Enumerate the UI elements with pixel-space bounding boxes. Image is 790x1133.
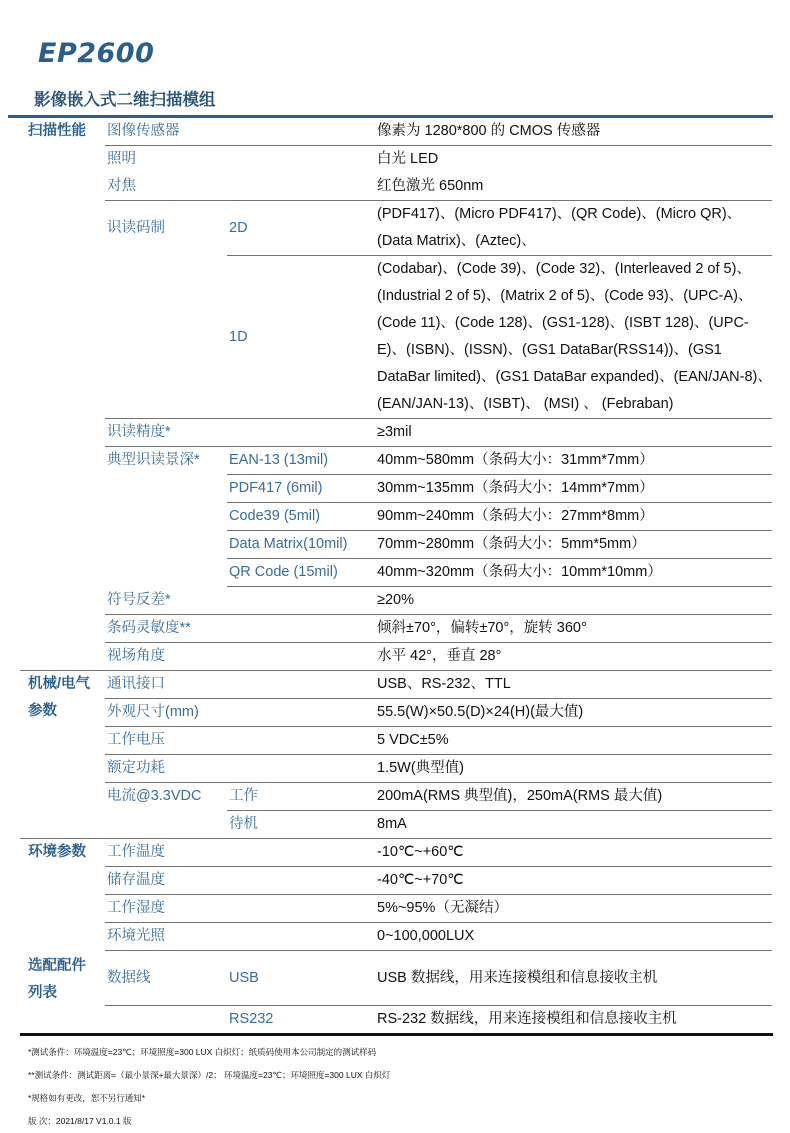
table-row — [20, 256, 772, 419]
row-label: 视场角度 — [105, 643, 375, 671]
row-label: 储存温度 — [105, 867, 375, 895]
row-sub: EAN-13 (13mil) — [227, 447, 375, 475]
row-value: 水平 42°，垂直 28° — [375, 643, 772, 671]
row-label: 条码灵敏度** — [105, 615, 375, 643]
row-value: USB 数据线，用来连接模组和信息接收主机 — [375, 951, 772, 1006]
row-value: 0~100,000LUX — [375, 923, 772, 951]
table-row — [20, 643, 772, 671]
row-label: 符号反差* — [105, 587, 375, 615]
row-label-empty — [105, 811, 227, 839]
row-value: 8mA — [375, 811, 772, 839]
spec-table — [20, 118, 772, 1033]
row-sub: USB — [227, 951, 375, 1006]
table-row — [20, 727, 772, 755]
spec-content — [20, 118, 773, 1133]
footer — [20, 1036, 773, 1133]
row-label: 工作电压 — [105, 727, 375, 755]
row-value: 200mA(RMS 典型值)，250mA(RMS 最大值) — [375, 783, 772, 811]
row-label: 工作温度 — [105, 839, 375, 867]
table-row — [20, 201, 772, 256]
row-label: 识读精度* — [105, 419, 375, 447]
table-row — [20, 615, 772, 643]
row-value: ≥20% — [375, 587, 772, 615]
row-sub: PDF417 (6mil) — [227, 475, 375, 503]
row-value: 30mm~135mm（条码大小：14mm*7mm） — [375, 475, 772, 503]
table-row — [20, 867, 772, 895]
footnote-test-distance: **测试条件：测试距离=（最小景深+最大景深）/2； 环境温度=23℃；环境照度=300 LUX 白炽灯 — [28, 1070, 391, 1080]
footnote-spec-change: *规格如有更改，恕不另行通知* — [28, 1093, 146, 1103]
table-row — [20, 1006, 772, 1034]
table-row — [20, 146, 772, 174]
table-row — [20, 671, 772, 699]
table-row — [20, 699, 772, 727]
table-row — [20, 951, 772, 1006]
row-label-empty — [105, 559, 227, 587]
table-row — [20, 447, 772, 475]
table-row — [20, 531, 772, 559]
row-label-empty — [105, 475, 227, 503]
table-row — [20, 811, 772, 839]
row-sub: Data Matrix(10mil) — [227, 531, 375, 559]
product-title: EP2600 — [38, 38, 155, 69]
row-label-empty — [105, 1006, 227, 1034]
row-label-empty — [105, 503, 227, 531]
row-sub: 待机 — [227, 811, 375, 839]
row-sub: 2D — [227, 201, 375, 256]
table-row — [20, 503, 772, 531]
row-label: 图像传感器 — [105, 118, 375, 146]
row-sub: QR Code (15mil) — [227, 559, 375, 587]
table-row — [20, 783, 772, 811]
table-row — [20, 475, 772, 503]
row-label: 电流@3.3VDC — [107, 788, 202, 805]
row-value: 5 VDC±5% — [375, 727, 772, 755]
table-row — [20, 559, 772, 587]
row-value: 1.5W(典型值) — [375, 755, 772, 783]
row-value: ≥3mil — [375, 419, 772, 447]
row-sub: 工作 — [227, 783, 375, 811]
product-subtitle: 影像嵌入式二维扫描模组 — [34, 91, 216, 109]
row-label: 环境光照 — [105, 923, 375, 951]
row-value: -40℃~+70℃ — [375, 867, 772, 895]
row-value: 40mm~320mm（条码大小：10mm*10mm） — [375, 559, 772, 587]
row-sub: Code39 (5mil) — [227, 503, 375, 531]
table-row — [20, 173, 772, 201]
row-label: 工作湿度 — [105, 895, 375, 923]
row-label: 额定功耗 — [105, 755, 375, 783]
row-value: USB、RS-232、TTL — [375, 671, 772, 699]
table-row — [20, 587, 772, 615]
table-row — [20, 755, 772, 783]
table-row — [20, 839, 772, 867]
row-label: 照明 — [107, 151, 136, 167]
row-value: RS-232 数据线，用来连接模组和信息接收主机 — [377, 1011, 677, 1027]
row-label-empty — [105, 256, 227, 419]
category-scan: 扫描性能 — [20, 118, 105, 671]
table-row — [20, 419, 772, 447]
row-label: 对焦 — [105, 173, 375, 201]
row-value: 像素为 1280*800 的 CMOS 传感器 — [375, 118, 772, 146]
row-value: (PDF417)、(Micro PDF417)、(QR Code)、(Micro QR)、(Data Matrix)、(Aztec)、 — [375, 201, 772, 256]
row-value: (Codabar)、(Code 39)、(Code 32)、(Interleaved 2 of 5)、(Industrial 2 of 5)、(Matrix 2 of 5)、(Code 93)、(UPC-A)、(Code 11)、(Code 128)、(GS1-128)、(ISBT 128)、(UPC-E)、(ISBN)、(ISSN)、(GS1 DataBar(RSS14))、(GS1 DataBar limited)、(GS1 DataBar expanded)、(EAN/JAN-8)、(EAN/JAN-13)、(ISBT)、 (MSI) 、 (Febraban) — [375, 256, 772, 419]
row-label-empty — [105, 531, 227, 559]
row-sub: RS232 — [229, 1011, 274, 1027]
row-label: 通讯接口 — [105, 671, 375, 699]
table-row — [20, 895, 772, 923]
category-env: 环境参数 — [28, 844, 86, 860]
category-mech: 机械/电气参数 — [20, 671, 105, 839]
row-label: 识读码制 — [107, 219, 165, 236]
category-accessories: 选配配件列表 — [28, 957, 86, 1001]
row-value: 55.5(W)×50.5(D)×24(H)(最大值) — [375, 699, 772, 727]
row-value: 红色激光 650nm — [375, 173, 772, 201]
row-value: 70mm~280mm（条码大小：5mm*5mm） — [375, 531, 772, 559]
row-value: 倾斜±70°，偏转±70°，旋转 360° — [375, 615, 772, 643]
table-row — [20, 923, 772, 951]
version-info: 版 次：2021/8/17 V1.0.1 版 — [28, 1116, 132, 1126]
row-label: 外观尺寸(mm) — [105, 699, 375, 727]
row-value: -10℃~+60℃ — [375, 839, 772, 867]
row-label: 数据线 — [105, 951, 227, 1006]
row-value: 白光 LED — [377, 151, 439, 167]
row-sub: 1D — [227, 256, 375, 419]
row-label: 典型识读景深* — [107, 452, 200, 469]
row-value: 90mm~240mm（条码大小：27mm*8mm） — [375, 503, 772, 531]
footnote-test-conditions: *测试条件：环境温度=23℃；环境照度=300 LUX 白炽灯；纸质码使用本公司制定的测试样码 — [28, 1047, 377, 1057]
row-value: 5%~95%（无凝结） — [375, 895, 772, 923]
row-value: 40mm~580mm（条码大小：31mm*7mm） — [375, 447, 772, 475]
table-row — [20, 118, 772, 146]
